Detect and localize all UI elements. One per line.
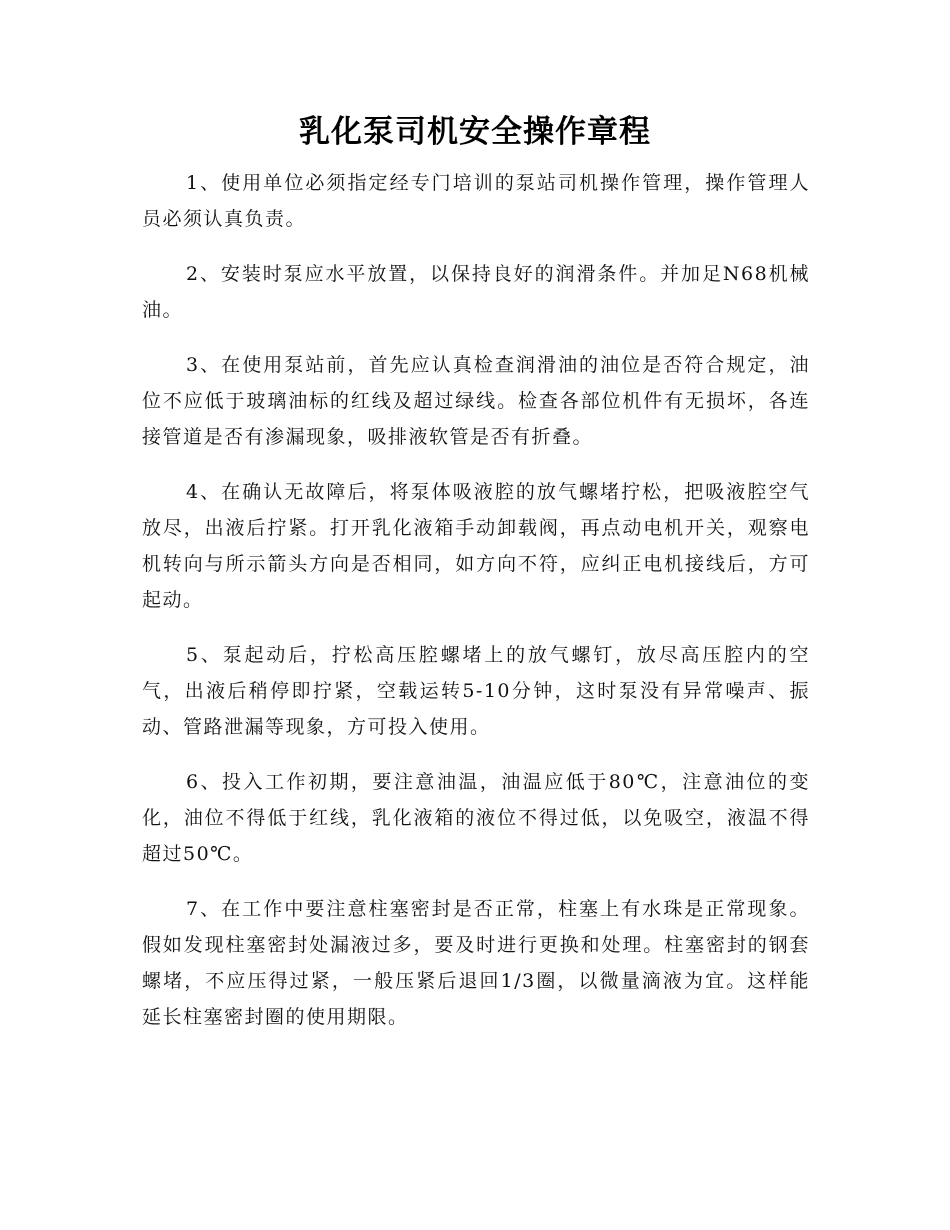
- document-body: [142, 165, 810, 1054]
- paragraph-7: 7、在工作中要注意柱塞密封是否正常，柱塞上有水珠是正常现象。假如发现柱塞密封处漏液过多，要及时进行更换和处理。柱塞密封的钢套螺堵，不应压得过紧，一般压紧后退回1/3圈，以微量滴液为宜。这样能延长柱塞密封圈的使用期限。: [142, 898, 810, 1028]
- paragraph-3: 3、在使用泵站前，首先应认真检查润滑油的油位是否符合规定，油位不应低于玻璃油标的红线及超过绿线。检查各部位机件有无损坏，各连接管道是否有渗漏现象，吸排液软管是否有折叠。: [142, 354, 810, 448]
- paragraph-5: 5、泵起动后，拧松高压腔螺堵上的放气螺钉，放尽高压腔内的空气，出液后稍停即拧紧，空载运转5-10分钟，这时泵没有异常噪声、振动、管路泄漏等现象，方可投入使用。: [142, 644, 810, 738]
- document-title: 乳化泵司机安全操作章程: [299, 114, 651, 150]
- paragraph-1: 1、使用单位必须指定经专门培训的泵站司机操作管理，操作管理人员必须认真负责。: [142, 172, 810, 230]
- paragraph-6: 6、投入工作初期，要注意油温，油温应低于80℃，注意油位的变化，油位不得低于红线，乳化液箱的液位不得过低，以免吸空，液温不得超过50℃。: [142, 771, 810, 865]
- paragraph-2: 2、安装时泵应水平放置，以保持良好的润滑条件。并加足N68机械油。: [142, 263, 810, 321]
- paragraph-4: 4、在确认无故障后，将泵体吸液腔的放气螺堵拧松，把吸液腔空气放尽，出液后拧紧。打开乳化液箱手动卸载阀，再点动电机开关，观察电机转向与所示箭头方向是否相同，如方向不符，应纠正电机接线后，方可起动。: [142, 481, 810, 611]
